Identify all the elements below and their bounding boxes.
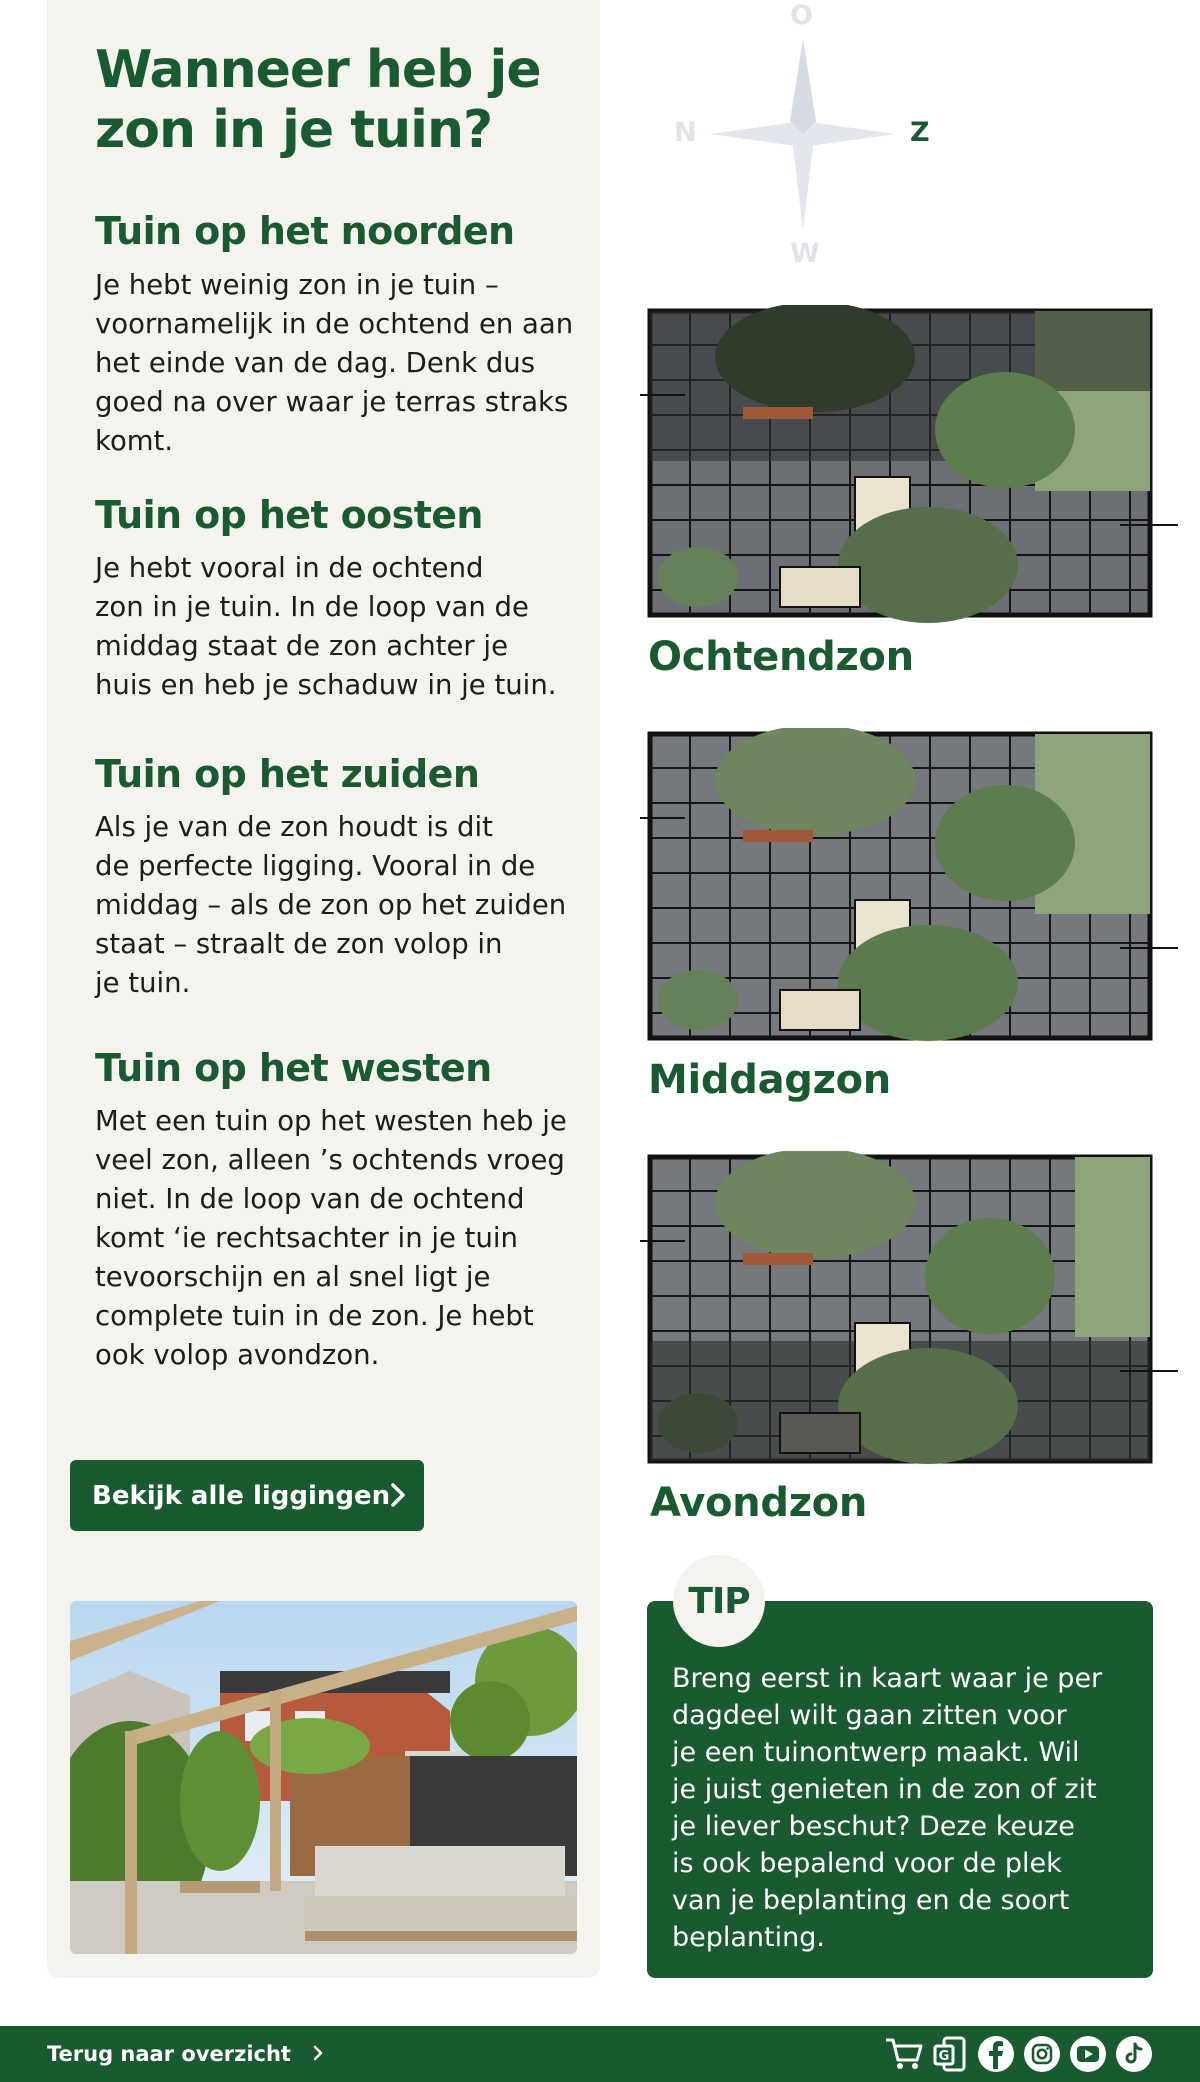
text-line: goed na over waar je terras straks [95,386,569,418]
social-links [884,2034,1154,2074]
text-line: je tuin. [95,967,191,999]
section-body-noorden [95,266,595,461]
text-line: voornamelijk in de ochtend en aan [95,308,574,340]
compass-right-label: Z [910,117,930,148]
section-title-noorden: Tuin op het noorden [95,209,515,253]
back-to-overview-link[interactable] [47,2026,323,2082]
gift-card-icon[interactable] [930,2034,970,2074]
facebook-icon[interactable] [976,2034,1016,2074]
text-line: Je hebt vooral in de ochtend [95,552,484,584]
instagram-icon[interactable] [1022,2034,1062,2074]
plan-label-afternoon: Middagzon [648,1057,891,1103]
section-title-zuiden: Tuin op het zuiden [95,752,480,796]
text-line: huis en heb je schaduw in je tuin. [95,669,557,701]
compass-left-label: N [674,117,697,148]
tip-text [672,1660,1132,1956]
text-line: niet. In de loop van de ochtend [95,1183,525,1215]
garden-plan-evening [640,1151,1180,1471]
text-line: van je beplanting en de soort [672,1885,1070,1916]
page-title-line-2: zon in je tuin? [95,100,493,160]
footer-bar [0,2026,1200,2082]
section-body-oosten [95,549,595,705]
section-title-westen: Tuin op het westen [95,1046,492,1090]
text-line: ook volop avondzon. [95,1339,380,1371]
button-label: Bekijk alle liggingen [92,1480,391,1511]
text-line: de perfecte ligging. Vooral in de [95,850,536,882]
text-line: zon in je tuin. In de loop van de [95,591,529,623]
text-line: Je hebt weinig zon in je tuin – [95,269,499,301]
text-line: tevoorschijn en al snel ligt je [95,1261,491,1293]
text-line: het einde van de dag. Denk dus [95,347,536,379]
text-line: Breng eerst in kaart waar je per [672,1663,1103,1694]
chevron-right-icon [313,2042,323,2066]
text-line: je juist genieten in de zon of zit [672,1774,1097,1805]
text-line: komt ‘ie rechtsachter in je tuin [95,1222,518,1254]
section-body-westen [95,1102,595,1375]
plan-label-evening: Avondzon [650,1480,868,1526]
page-title [95,40,575,160]
compass-bottom-label: W [790,238,820,269]
text-line: veel zon, alleen ’s ochtends vroeg [95,1144,565,1176]
garden-plan-morning [640,305,1180,625]
plan-label-morning: Ochtendzon [648,634,914,680]
garden-plan-afternoon [640,728,1180,1048]
text-line: dagdeel wilt gaan zitten voor [672,1700,1067,1731]
view-all-orientations-button[interactable] [70,1460,424,1531]
text-line: middag – als de zon op het zuiden [95,889,567,921]
youtube-icon[interactable] [1068,2034,1108,2074]
text-line: complete tuin in de zon. Je hebt [95,1300,534,1332]
tiktok-icon[interactable] [1114,2034,1154,2074]
text-line: is ook bepalend voor de plek [672,1848,1062,1879]
page-title-line-1: Wanneer heb je [95,40,541,100]
text-line: Met een tuin op het westen heb je [95,1105,567,1137]
text-line: je liever beschut? Deze keuze [672,1811,1075,1842]
garden-pergola-photo [70,1601,577,1954]
section-title-oosten: Tuin op het oosten [95,493,483,537]
text-line: je een tuinontwerp maakt. Wil [672,1737,1080,1768]
compass-top-label: O [790,0,813,31]
text-line: komt. [95,425,174,457]
tip-badge: TIP [673,1555,765,1647]
chevron-right-icon [390,1482,406,1515]
text-line: staat – straalt de zon volop in [95,928,503,960]
text-line: Als je van de zon houdt is dit [95,811,493,843]
section-body-zuiden [95,808,595,1003]
text-line: middag staat de zon achter je [95,630,508,662]
svg-text:G: G [938,2049,950,2064]
back-link-label: Terug naar overzicht [47,2042,291,2066]
compass [650,0,950,270]
text-line: beplanting. [672,1922,825,1953]
cart-icon[interactable] [884,2034,924,2074]
